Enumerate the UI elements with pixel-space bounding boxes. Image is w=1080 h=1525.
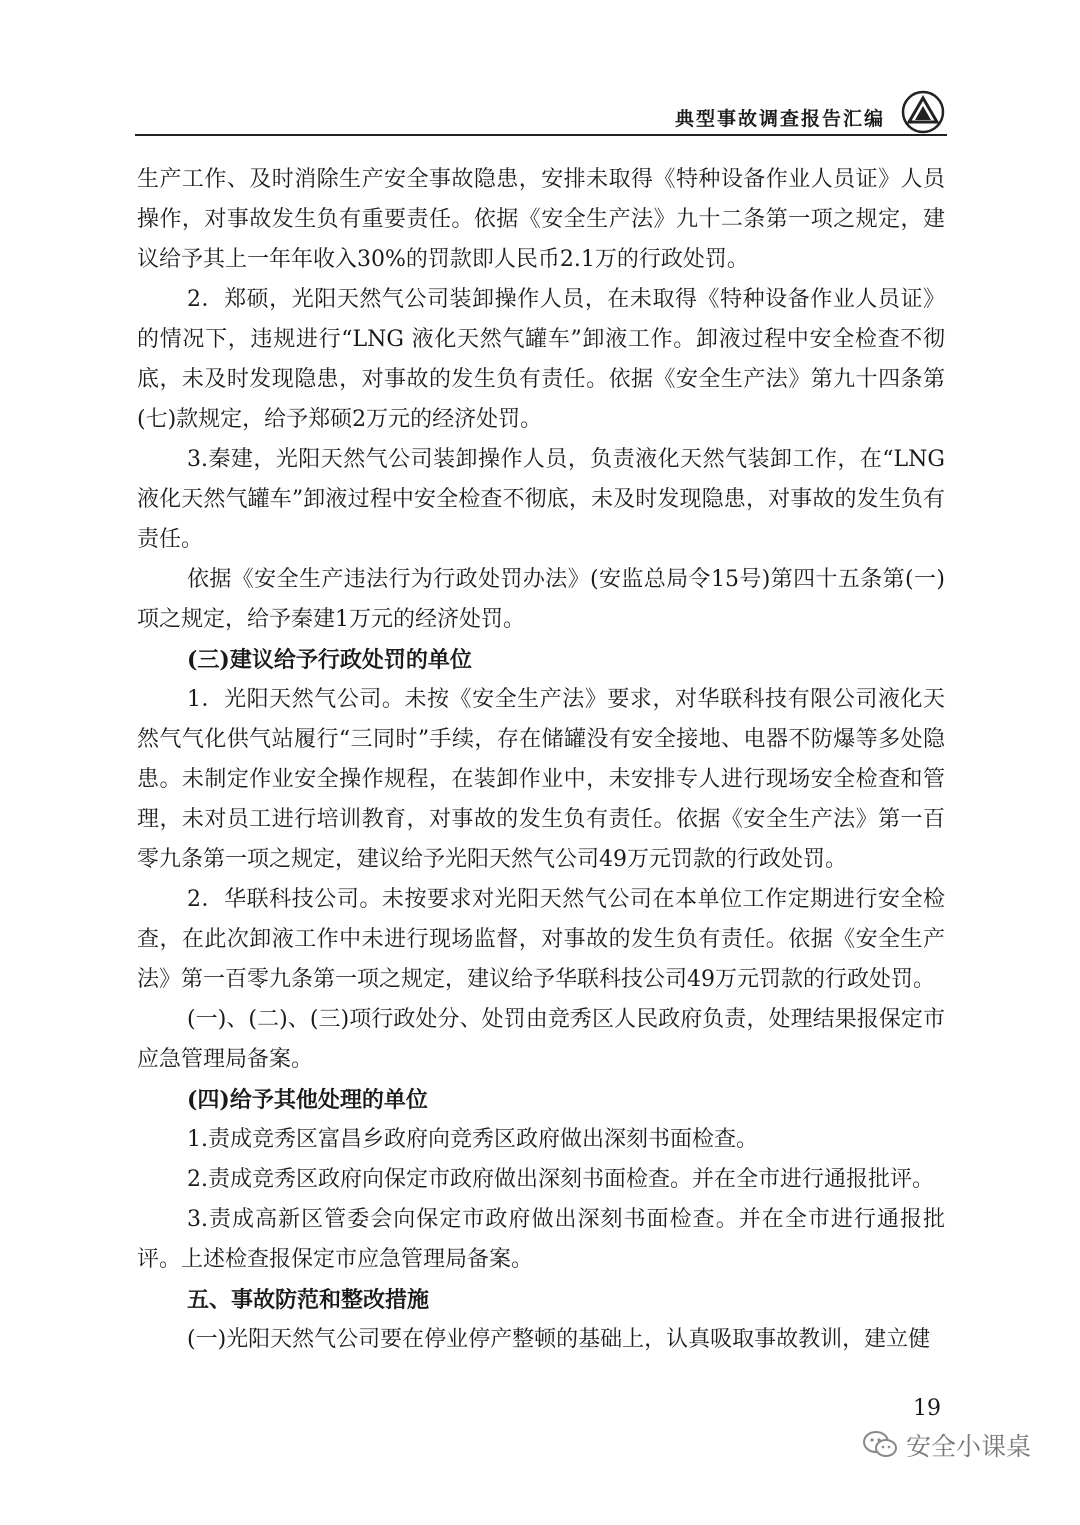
paragraph: (一)光阳天然气公司要在停业停产整顿的基础上，认真吸取事故教训，建立健 xyxy=(187,1327,931,1352)
section-heading: (三)建议给予行政处罚的单位 xyxy=(187,647,472,673)
paragraph: 2.责成竞秀区政府向保定市政府做出深刻书面检查。并在全市进行通报批评。 xyxy=(187,1167,934,1192)
paragraph: 2．郑硕，光阳天然气公司装卸操作人员，在未取得《特种设备作业人员证》的情况下，违规进行“LNG 液化天然气罐车”卸液工作。卸液过程中安全检查不彻底，未及时发现隐患，对事故的发生负有责任。依据《安全生产法》第九十四条第(七)款规定，给予郑硕2万元的经济处罚。 xyxy=(137,287,945,432)
paragraph: 3.责成高新区管委会向保定市政府做出深刻书面检查。并在全市进行通报批评。上述检查报保定市应急管理局备案。 xyxy=(137,1207,945,1272)
paragraph: 依据《安全生产违法行为行政处罚办法》(安监总局令15号)第四十五条第(一)项之规定，给予秦建1万元的经济处罚。 xyxy=(137,567,945,632)
page-number: 19 xyxy=(913,1396,941,1421)
paragraph: 生产工作、及时消除生产安全事故隐患，安排未取得《特种设备作业人员证》人员操作，对事故发生负有重要责任。依据《安全生产法》九十二条第一项之规定，建议给予其上一年年收入30%的罚款即人民币2.1万的行政处罚。 xyxy=(137,167,945,272)
section-heading: 五、事故防范和整改措施 xyxy=(187,1287,430,1313)
paragraph: 1.责成竞秀区富昌乡政府向竞秀区政府做出深刻书面检查。 xyxy=(187,1127,758,1152)
paragraph: 1．光阳天然气公司。未按《安全生产法》要求，对华联科技有限公司液化天然气气化供气站履行“三同时”手续，存在储罐没有安全接地、电器不防爆等多处隐患。未制定作业安全操作规程，在装卸作业中，未安排专人进行现场安全检查和管理，未对员工进行培训教育，对事故的发生负有责任。依据《安全生产法》第一百零九条第一项之规定，建议给予光阳天然气公司49万元罚款的行政处罚。 xyxy=(137,687,945,872)
watermark-text: 安全小课桌 xyxy=(906,1432,1032,1461)
triangle-logo-icon xyxy=(901,90,945,134)
document-body xyxy=(137,160,945,1360)
wechat-icon xyxy=(862,1430,898,1460)
watermark xyxy=(862,1425,1031,1465)
header-rule xyxy=(135,134,947,136)
paragraph: (一)、(二)、(三)项行政处分、处罚由竞秀区人民政府负责，处理结果报保定市应急管理局备案。 xyxy=(137,1007,945,1072)
page-header xyxy=(135,90,947,135)
section-heading: (四)给予其他处理的单位 xyxy=(187,1087,428,1113)
header-title: 典型事故调查报告汇编 xyxy=(674,108,885,130)
paragraph: 2．华联科技公司。未按要求对光阳天然气公司在本单位工作定期进行安全检查，在此次卸液工作中未进行现场监督，对事故的发生负有责任。依据《安全生产法》第一百零九条第一项之规定，建议给予华联科技公司49万元罚款的行政处罚。 xyxy=(137,887,945,992)
paragraph: 3.秦建，光阳天然气公司装卸操作人员，负责液化天然气装卸工作，在“LNG液化天然气罐车”卸液过程中安全检查不彻底，未及时发现隐患，对事故的发生负有责任。 xyxy=(137,447,945,552)
